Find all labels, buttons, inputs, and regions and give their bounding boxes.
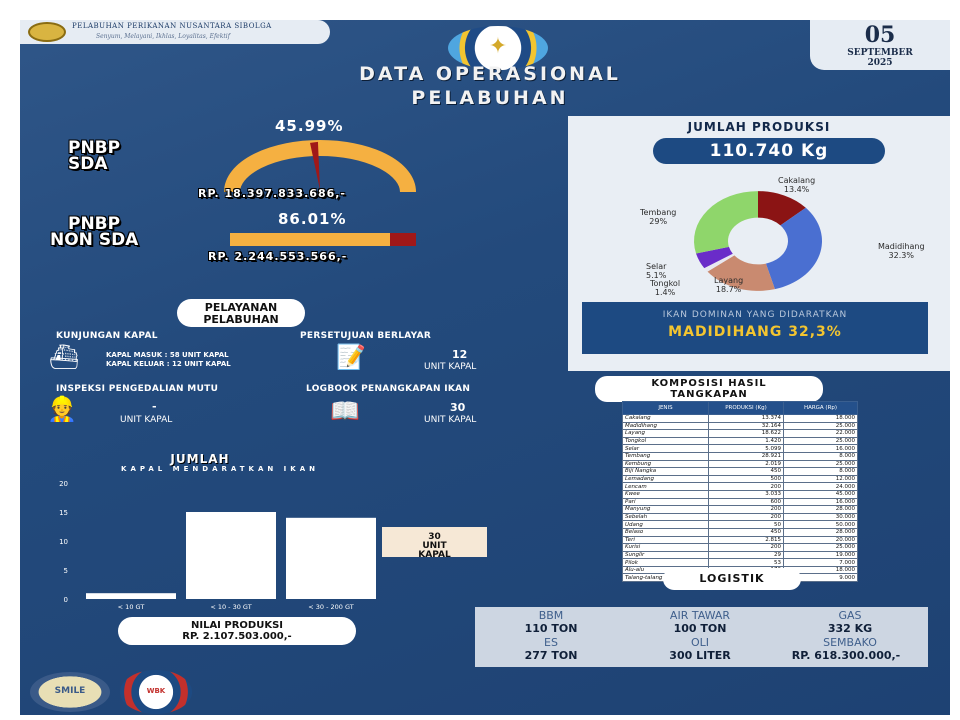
table-header-row (623, 402, 858, 415)
cell-produksi: 200 (709, 506, 784, 514)
logistik-pill: LOGISTIK (663, 568, 801, 590)
cell-produksi: 5.099 (709, 445, 784, 453)
cell-produksi: 28.921 (709, 452, 784, 460)
cell-harga: 45.000 (784, 490, 858, 498)
cell-harga: 28.000 (784, 528, 858, 536)
dominant-label: IKAN DOMINAN YANG DIDARATKAN (662, 310, 848, 320)
produksi-title: JUMLAH PRODUKSI (687, 120, 831, 134)
bar-1 (86, 593, 176, 599)
kapal-bar-chart (40, 475, 380, 615)
logbook-value: 30 (450, 401, 466, 414)
cell-produksi: 500 (709, 475, 784, 483)
cell-harga: 16.000 (784, 498, 858, 506)
table-row (623, 475, 858, 483)
produksi-donut-chart (668, 176, 848, 306)
logbook-heading: LOGBOOK PENANGKAPAN IKAN (306, 384, 471, 394)
garuda-bird-icon: ✦ (488, 34, 508, 59)
col-harga: HARGA (Rp) (784, 402, 858, 415)
nilai-produksi-pill (118, 617, 356, 645)
table-row (623, 551, 858, 559)
label-tongkol-name: Tongkol (650, 279, 681, 288)
label-layang-name: Layang (714, 276, 744, 285)
kapal-total-number: 30 (428, 532, 441, 542)
pnbp-nonsda-bar-track (230, 233, 416, 246)
x-tick-label: < 10 - 30 GT (210, 603, 252, 611)
date-year: 2025 (867, 58, 893, 68)
cell-harga: 18.000 (784, 566, 858, 574)
logistik-panel (475, 607, 928, 667)
label-madidihang (878, 242, 925, 260)
table-row (623, 521, 858, 529)
nilai-produksi-label: NILAI PRODUKSI (190, 620, 284, 631)
cell-jenis: Talang-talang (623, 574, 709, 582)
label-cakalang-pct: 13.4% (783, 185, 810, 194)
cell-harga: 28.000 (784, 506, 858, 514)
date-day: 05 (864, 22, 896, 48)
pnbp-sda-gauge (220, 134, 420, 194)
cell-harga: 8.000 (784, 468, 858, 476)
y-tick-label: 5 (63, 567, 68, 575)
pnbp-nonsda-label2: NON SDA (50, 230, 139, 250)
cell-harga: 25.000 (784, 460, 858, 468)
pnbp-sda-label (68, 140, 120, 172)
cell-harga: 24.000 (784, 483, 858, 491)
cell-jenis: Pilok (623, 559, 709, 567)
inspeksi-unit: UNIT KAPAL (120, 415, 173, 425)
cell-produksi: 32.164 (709, 422, 784, 430)
bar-2 (186, 512, 276, 599)
col-produksi: PRODUKSI (Kg) (709, 402, 784, 415)
poster (20, 20, 950, 715)
log-bbm-label: BBM (538, 609, 564, 622)
label-madidihang-pct: 32.3% (888, 251, 914, 260)
label-tongkol-pct: 1.4% (654, 288, 676, 297)
table-row (623, 430, 858, 438)
ship-icon: ⛴ (48, 343, 80, 371)
pnbp-nonsda-percent: 86.01% (278, 210, 347, 228)
kapal-chart-title: JUMLAH (170, 452, 230, 466)
label-layang (714, 276, 743, 294)
org-logo-icon (28, 22, 66, 42)
cell-harga: 8.000 (784, 452, 858, 460)
log-gas-value: 332 KG (827, 622, 873, 635)
pnbp-sda-label1: PNBP (68, 138, 121, 158)
log-gas-label: GAS (838, 609, 862, 622)
cell-jenis: Madidihang (623, 422, 709, 430)
pelayanan-pill (177, 299, 305, 327)
table-row (623, 437, 858, 445)
title-line1: DATA OPERASIONAL (359, 63, 621, 85)
table-row (623, 415, 858, 423)
table-row (623, 506, 858, 514)
log-air-value: 100 TON (673, 622, 727, 635)
table-row (623, 452, 858, 460)
label-cakalang (778, 176, 815, 194)
pnbp-sda-percent: 45.99% (275, 117, 344, 135)
label-layang-pct: 18.7% (715, 285, 742, 294)
persetujuan-value: 12 (452, 348, 468, 361)
checklist-icon: 📝 (336, 343, 366, 371)
cell-jenis: Tongkol (623, 437, 709, 445)
table-row (623, 445, 858, 453)
cell-harga: 18.000 (784, 415, 858, 423)
label-tembang (640, 208, 676, 226)
table-row (623, 468, 858, 476)
cell-produksi: 50 (709, 521, 784, 529)
cell-produksi: 2.815 (709, 536, 784, 544)
gauge-track (232, 148, 408, 192)
cell-jenis: Kurisi (623, 544, 709, 552)
cell-jenis: Teri (623, 536, 709, 544)
kapal-masuk: KAPAL MASUK : 58 UNIT KAPAL (106, 351, 229, 359)
wbk-badge-text: WBK (146, 687, 166, 695)
pnbp-sda-amount: RP. 18.397.833.686,- (198, 187, 346, 200)
cell-produksi: 3.033 (709, 490, 784, 498)
cell-jenis: Biji Nangka (623, 468, 709, 476)
label-madidihang-name: Madidihang (878, 242, 925, 251)
table-row (623, 460, 858, 468)
log-es-label: ES (544, 636, 558, 649)
pnbp-nonsda-label1: PNBP (68, 214, 121, 234)
cell-produksi: 1.420 (709, 437, 784, 445)
log-es-value: 277 TON (524, 649, 578, 662)
cell-produksi: 450 (709, 528, 784, 536)
log-oli-label: OLI (690, 636, 710, 649)
log-sembako-label: SEMBAKO (823, 636, 877, 649)
cell-jenis: Cakalang (623, 415, 709, 423)
nilai-produksi-value: RP. 2.107.503.000,- (182, 631, 292, 642)
komposisi-table (622, 401, 858, 582)
log-sembako-value: RP. 618.300.000,- (791, 649, 901, 662)
pelayanan-title2: PELABUHAN (203, 313, 279, 326)
cell-produksi: 450 (709, 468, 784, 476)
inspeksi-value: - (152, 400, 157, 413)
kapal-chart-subtitle: KAPAL MENDARATKAN IKAN (121, 465, 319, 473)
col-jenis: JENIS (623, 402, 709, 415)
cell-jenis: Selar (623, 445, 709, 453)
y-tick-label: 0 (63, 596, 68, 604)
cell-harga: 7.000 (784, 559, 858, 567)
y-tick-label: 20 (59, 480, 68, 488)
cell-produksi: 200 (709, 483, 784, 491)
komposisi-pill (595, 376, 823, 402)
cell-produksi: 18.622 (709, 430, 784, 438)
kapal-total-unit: UNIT (422, 541, 447, 551)
cell-jenis: Sunglir (623, 551, 709, 559)
bar-3 (286, 518, 376, 599)
cell-jenis: Alu-alu (623, 566, 709, 574)
cell-harga: 19.000 (784, 551, 858, 559)
persetujuan-unit: UNIT KAPAL (424, 362, 477, 372)
pnbp-sda-label2: SDA (68, 154, 108, 174)
log-air-label: AIR TAWAR (669, 609, 731, 622)
inspector-icon: 👷 (47, 395, 77, 423)
org-name: PELABUHAN PERIKANAN NUSANTARA SIBOLGA (72, 22, 272, 30)
cell-produksi: 600 (709, 498, 784, 506)
cell-produksi: 200 (709, 544, 784, 552)
cell-jenis: Layang (623, 430, 709, 438)
y-tick-label: 10 (59, 538, 68, 546)
persetujuan-heading: PERSETUJUAN BERLAYAR (300, 331, 432, 341)
produksi-total: 110.740 Kg (653, 138, 885, 164)
label-tongkol (650, 279, 680, 297)
cell-jenis: Lencam (623, 483, 709, 491)
cell-produksi: 53 (709, 559, 784, 567)
table-row (623, 544, 858, 552)
label-selar (646, 262, 666, 280)
table-row (623, 483, 858, 491)
x-tick-label: < 30 - 200 GT (308, 603, 354, 611)
cell-harga: 25.000 (784, 422, 858, 430)
cell-produksi: 2.019 (709, 460, 784, 468)
cell-jenis: Tembang (623, 452, 709, 460)
smile-badge-text: SMILE (54, 686, 86, 696)
cell-produksi: 200 (709, 513, 784, 521)
dominant-value: MADIDIHANG 32,3% (668, 324, 842, 340)
title-line2: PELABUHAN (411, 87, 569, 109)
cell-harga: 25.000 (784, 544, 858, 552)
cell-harga: 20.000 (784, 536, 858, 544)
komposisi-title2: TANGKAPAN (670, 389, 748, 400)
pelayanan-title1: PELAYANAN (204, 301, 278, 314)
cell-harga: 50.000 (784, 521, 858, 529)
cell-jenis: Udang (623, 521, 709, 529)
cell-harga: 16.000 (784, 445, 858, 453)
x-tick-label: < 10 GT (117, 603, 145, 611)
pnbp-nonsda-amount: RP. 2.244.553.566,- (208, 250, 348, 263)
org-motto: Senyum, Melayani, Ikhlas, Loyalitas, Efektif (96, 33, 230, 40)
table-row (623, 559, 858, 567)
cell-harga: 12.000 (784, 475, 858, 483)
log-oli-value: 300 LITER (669, 649, 731, 662)
komposisi-title1: KOMPOSISI HASIL (651, 378, 767, 389)
cell-jenis: Belaso (623, 528, 709, 536)
table-row (623, 536, 858, 544)
table-row (623, 490, 858, 498)
pnbp-nonsda-label (50, 216, 138, 248)
pnbp-nonsda-bar-fill (230, 233, 390, 246)
label-cakalang-name: Cakalang (778, 176, 816, 185)
log-bbm-value: 110 TON (524, 622, 578, 635)
cell-harga: 25.000 (784, 437, 858, 445)
logbook-unit: UNIT KAPAL (424, 415, 477, 425)
date-box (810, 20, 950, 70)
date-month: SEPTEMBER (847, 48, 913, 58)
cell-jenis: Lemadang (623, 475, 709, 483)
cell-harga: 30.000 (784, 513, 858, 521)
table-row (623, 422, 858, 430)
table-row (623, 513, 858, 521)
cell-harga: 9.000 (784, 574, 858, 582)
table-row (623, 528, 858, 536)
cell-jenis: Sebelah (623, 513, 709, 521)
cell-harga: 22.000 (784, 430, 858, 438)
kapal-total-label: KAPAL (418, 550, 451, 560)
inspeksi-heading: INSPEKSI PENGEDALIAN MUTU (56, 384, 219, 394)
label-selar-name: Selar (646, 262, 667, 271)
kapal-keluar: KAPAL KELUAR : 12 UNIT KAPAL (106, 360, 231, 368)
label-tembang-name: Tembang (640, 208, 677, 217)
cell-produksi: 29 (709, 551, 784, 559)
kapal-total-box (382, 527, 487, 560)
table-row (623, 498, 858, 506)
dominant-box (582, 302, 928, 354)
cell-jenis: Pari (623, 498, 709, 506)
cell-produksi: 13.374 (709, 415, 784, 423)
cell-jenis: Manyung (623, 506, 709, 514)
label-tembang-pct: 29% (649, 217, 668, 226)
label-selar-pct: 5.1% (646, 271, 667, 280)
page-title (280, 62, 700, 110)
kunjungan-heading: KUNJUNGAN KAPAL (56, 331, 158, 341)
logbook-icon: 📖 (330, 397, 360, 425)
cell-jenis: Kembung (623, 460, 709, 468)
y-tick-label: 15 (59, 509, 68, 517)
cell-jenis: Kwee (623, 490, 709, 498)
slice-tembang (694, 191, 758, 253)
